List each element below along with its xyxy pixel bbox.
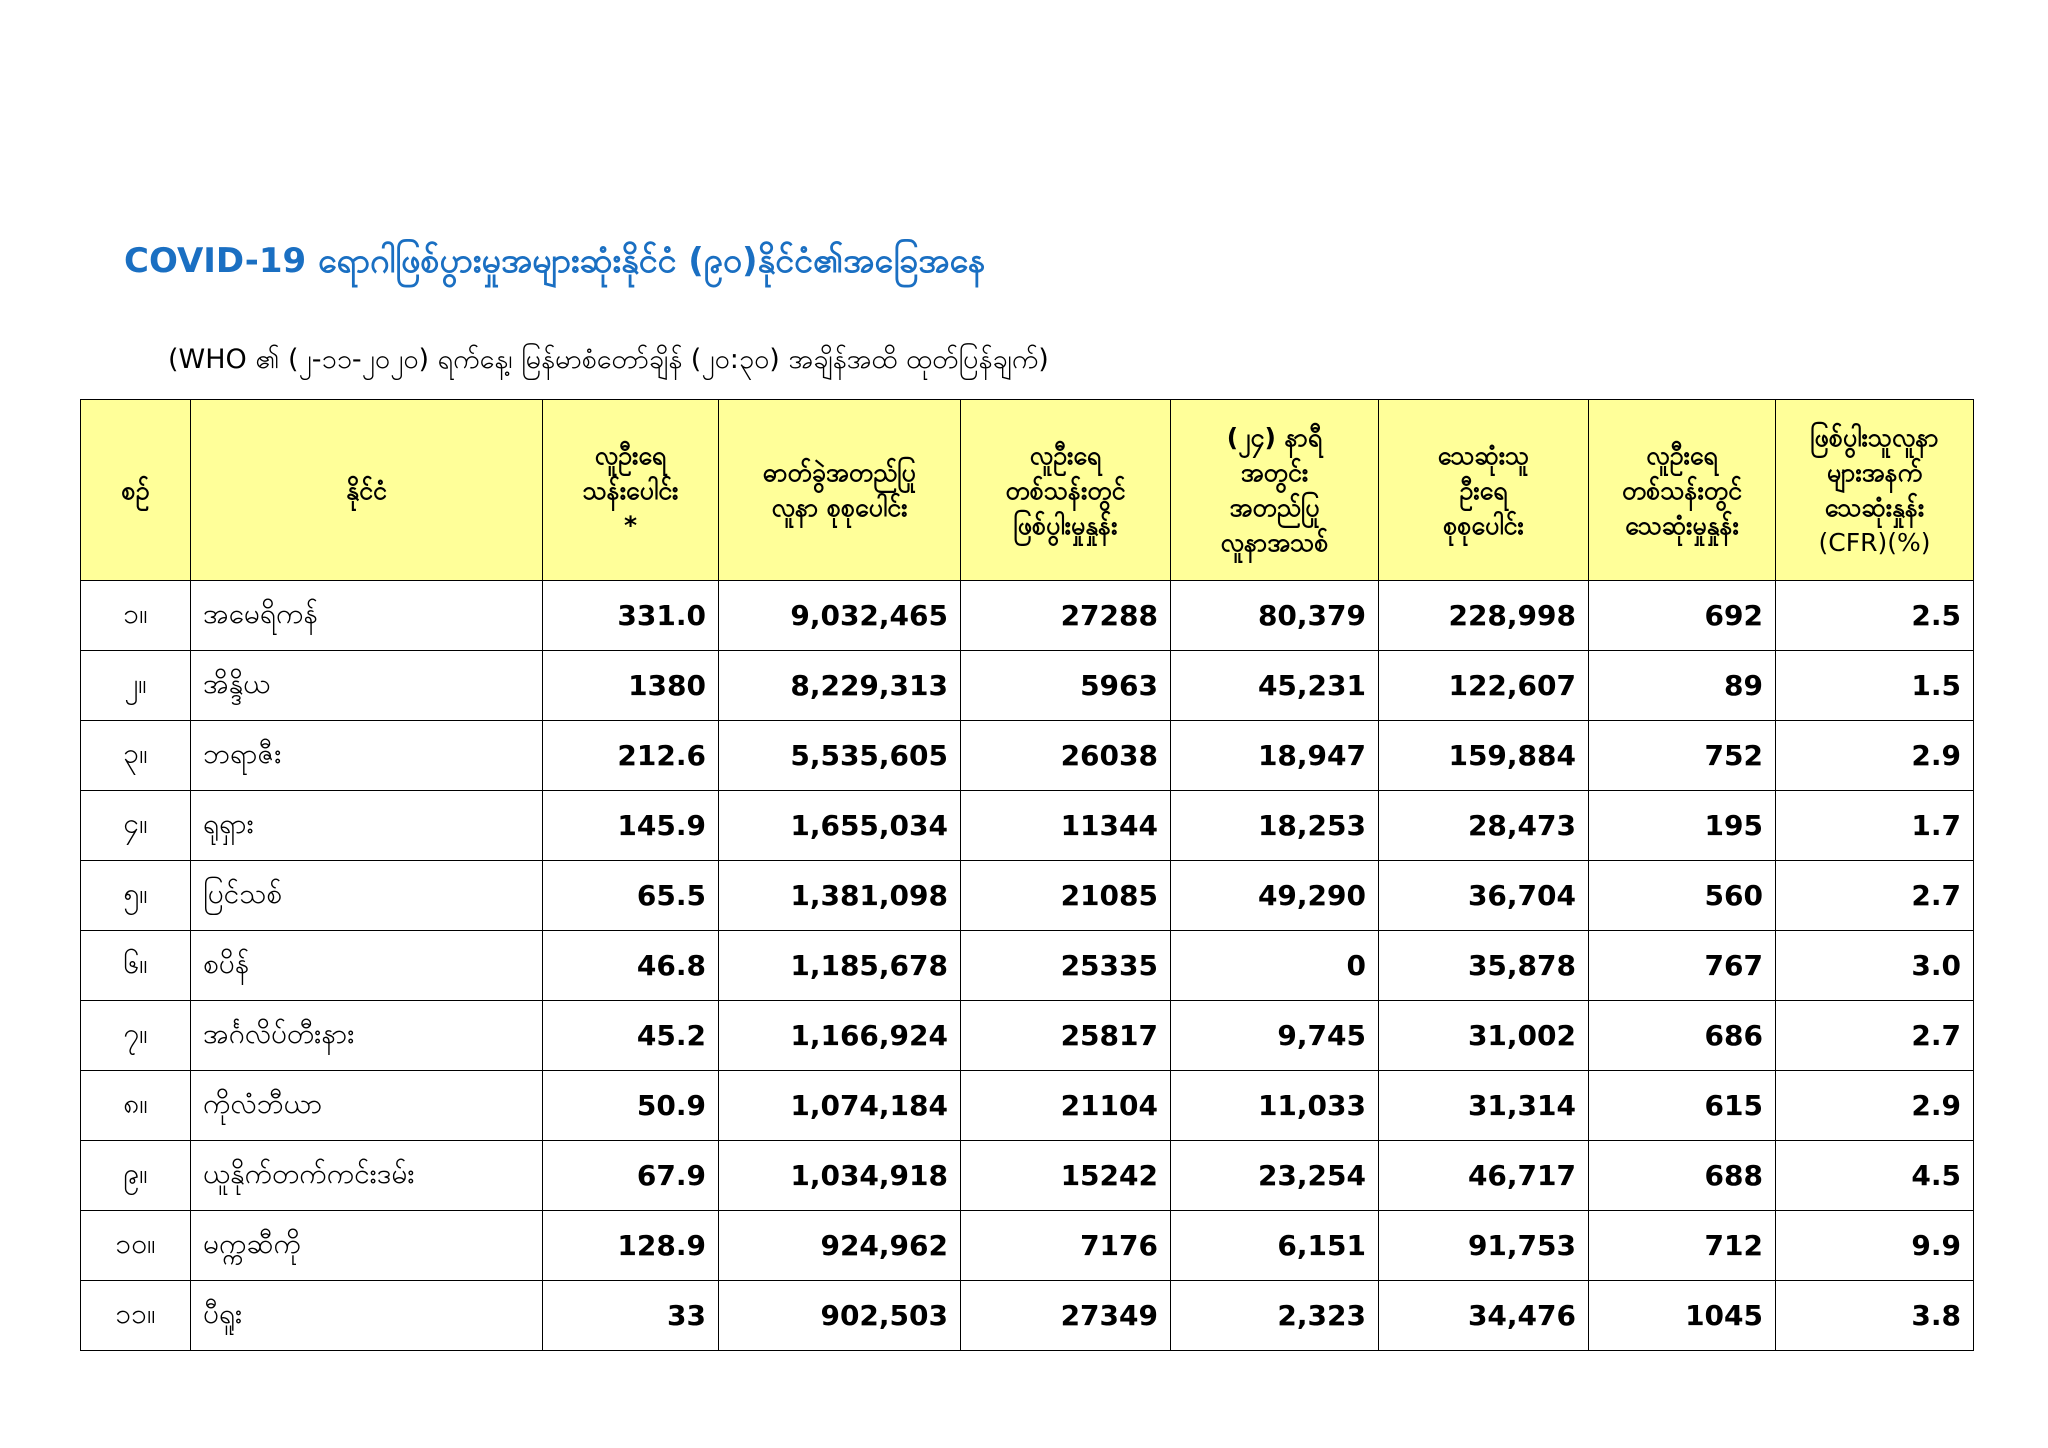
cell-population: 212.6 bbox=[543, 721, 719, 791]
cell-new-cases-24h: 0 bbox=[1171, 931, 1379, 1001]
cell-total-cases: 924,962 bbox=[719, 1211, 961, 1281]
cell-no: ၆။ bbox=[81, 931, 191, 1001]
cell-country: ပြင်သစ် bbox=[191, 861, 543, 931]
cell-total-deaths: 31,314 bbox=[1379, 1071, 1589, 1141]
cell-no: ၁၀။ bbox=[81, 1211, 191, 1281]
table-row bbox=[81, 1001, 1974, 1071]
header-country: နိုင်ငံ bbox=[191, 400, 543, 581]
header-cfr: ဖြစ်ပွါးသူလူနာ များအနက် သေဆုံးနှုန်း (CFR)(%) bbox=[1776, 400, 1974, 581]
cell-cfr: 2.5 bbox=[1776, 581, 1974, 651]
cell-new-cases-24h: 9,745 bbox=[1171, 1001, 1379, 1071]
cell-total-cases: 9,032,465 bbox=[719, 581, 961, 651]
table-row bbox=[81, 1141, 1974, 1211]
page-subtitle: (WHO ၏ (၂-၁၁-၂၀၂၀) ရက်နေ့၊ မြန်မာစံတော်ချိန် (၂၀:၃၀) အချိန်အထိ ထုတ်ပြန်ချက်) bbox=[168, 344, 1049, 375]
cell-total-cases: 1,034,918 bbox=[719, 1141, 961, 1211]
cell-new-cases-24h: 49,290 bbox=[1171, 861, 1379, 931]
cell-total-deaths: 122,607 bbox=[1379, 651, 1589, 721]
cell-new-cases-24h: 18,947 bbox=[1171, 721, 1379, 791]
cell-no: ၉။ bbox=[81, 1141, 191, 1211]
cell-country: မက္ကဆီကို bbox=[191, 1211, 543, 1281]
cell-deaths-per-million: 686 bbox=[1589, 1001, 1776, 1071]
cell-deaths-per-million: 767 bbox=[1589, 931, 1776, 1001]
cell-population: 1380 bbox=[543, 651, 719, 721]
covid-stats-table bbox=[80, 399, 1974, 1351]
header-new-cases-24h: (၂၄) နာရီ အတွင်း အတည်ပြု လူနာအသစ် bbox=[1171, 400, 1379, 581]
table-row bbox=[81, 931, 1974, 1001]
cell-cases-per-million: 25817 bbox=[961, 1001, 1171, 1071]
cell-population: 128.9 bbox=[543, 1211, 719, 1281]
cell-no: ၇။ bbox=[81, 1001, 191, 1071]
cell-cases-per-million: 15242 bbox=[961, 1141, 1171, 1211]
cell-total-cases: 5,535,605 bbox=[719, 721, 961, 791]
cell-cfr: 2.7 bbox=[1776, 861, 1974, 931]
table-row bbox=[81, 861, 1974, 931]
cell-total-deaths: 31,002 bbox=[1379, 1001, 1589, 1071]
table-row bbox=[81, 1281, 1974, 1351]
cell-new-cases-24h: 11,033 bbox=[1171, 1071, 1379, 1141]
page-title: COVID-19 ရောဂါဖြစ်ပွားမှုအများဆုံးနိုင်ငံ (၉၀)နိုင်ငံ၏အခြေအနေ bbox=[124, 241, 986, 281]
cell-new-cases-24h: 6,151 bbox=[1171, 1211, 1379, 1281]
cell-deaths-per-million: 752 bbox=[1589, 721, 1776, 791]
cell-total-cases: 8,229,313 bbox=[719, 651, 961, 721]
header-no: စဉ် bbox=[81, 400, 191, 581]
cell-population: 50.9 bbox=[543, 1071, 719, 1141]
cell-total-deaths: 159,884 bbox=[1379, 721, 1589, 791]
cell-country: အိန္ဒိယ bbox=[191, 651, 543, 721]
cell-no: ၄။ bbox=[81, 791, 191, 861]
cell-country: အင်္ဂလိပ်တီးနား bbox=[191, 1001, 543, 1071]
cell-deaths-per-million: 712 bbox=[1589, 1211, 1776, 1281]
cell-new-cases-24h: 18,253 bbox=[1171, 791, 1379, 861]
cell-no: ၅။ bbox=[81, 861, 191, 931]
cell-deaths-per-million: 615 bbox=[1589, 1071, 1776, 1141]
cell-total-cases: 1,074,184 bbox=[719, 1071, 961, 1141]
cell-total-deaths: 35,878 bbox=[1379, 931, 1589, 1001]
table-header-row bbox=[81, 400, 1974, 581]
cell-new-cases-24h: 23,254 bbox=[1171, 1141, 1379, 1211]
table-row bbox=[81, 1211, 1974, 1281]
cell-cases-per-million: 27288 bbox=[961, 581, 1171, 651]
cell-cfr: 2.7 bbox=[1776, 1001, 1974, 1071]
cell-population: 45.2 bbox=[543, 1001, 719, 1071]
cell-total-cases: 1,381,098 bbox=[719, 861, 961, 931]
table-row bbox=[81, 651, 1974, 721]
cell-cases-per-million: 11344 bbox=[961, 791, 1171, 861]
cell-total-deaths: 34,476 bbox=[1379, 1281, 1589, 1351]
cell-deaths-per-million: 692 bbox=[1589, 581, 1776, 651]
cell-cfr: 3.8 bbox=[1776, 1281, 1974, 1351]
cell-cfr: 4.5 bbox=[1776, 1141, 1974, 1211]
cell-cfr: 2.9 bbox=[1776, 1071, 1974, 1141]
cell-cfr: 9.9 bbox=[1776, 1211, 1974, 1281]
header-population: လူဦးရေ သန်းပေါင်း * bbox=[543, 400, 719, 581]
cell-no: ၁။ bbox=[81, 581, 191, 651]
cell-total-cases: 1,166,924 bbox=[719, 1001, 961, 1071]
cell-new-cases-24h: 80,379 bbox=[1171, 581, 1379, 651]
cell-total-cases: 1,655,034 bbox=[719, 791, 961, 861]
cell-country: အမေရိကန် bbox=[191, 581, 543, 651]
cell-no: ၁၁။ bbox=[81, 1281, 191, 1351]
table-row bbox=[81, 791, 1974, 861]
cell-deaths-per-million: 688 bbox=[1589, 1141, 1776, 1211]
cell-no: ၃။ bbox=[81, 721, 191, 791]
cell-cases-per-million: 5963 bbox=[961, 651, 1171, 721]
header-cases-per-million: လူဦးရေ တစ်သန်းတွင် ဖြစ်ပွါးမှုနှုန်း bbox=[961, 400, 1171, 581]
table-row bbox=[81, 1071, 1974, 1141]
cell-population: 65.5 bbox=[543, 861, 719, 931]
cell-cfr: 1.5 bbox=[1776, 651, 1974, 721]
cell-cases-per-million: 27349 bbox=[961, 1281, 1171, 1351]
table-row bbox=[81, 581, 1974, 651]
cell-deaths-per-million: 1045 bbox=[1589, 1281, 1776, 1351]
cell-no: ၂။ bbox=[81, 651, 191, 721]
table-body bbox=[81, 581, 1974, 1351]
cell-cases-per-million: 26038 bbox=[961, 721, 1171, 791]
cell-country: ပီရူး bbox=[191, 1281, 543, 1351]
cell-total-cases: 1,185,678 bbox=[719, 931, 961, 1001]
cell-cfr: 2.9 bbox=[1776, 721, 1974, 791]
cell-new-cases-24h: 45,231 bbox=[1171, 651, 1379, 721]
cell-deaths-per-million: 89 bbox=[1589, 651, 1776, 721]
cell-cfr: 1.7 bbox=[1776, 791, 1974, 861]
cell-cfr: 3.0 bbox=[1776, 931, 1974, 1001]
cell-total-deaths: 91,753 bbox=[1379, 1211, 1589, 1281]
cell-cases-per-million: 21085 bbox=[961, 861, 1171, 931]
cell-deaths-per-million: 560 bbox=[1589, 861, 1776, 931]
cell-total-deaths: 46,717 bbox=[1379, 1141, 1589, 1211]
cell-country: ကိုလံဘီယာ bbox=[191, 1071, 543, 1141]
cell-cases-per-million: 25335 bbox=[961, 931, 1171, 1001]
cell-cases-per-million: 21104 bbox=[961, 1071, 1171, 1141]
cell-country: ရုရှား bbox=[191, 791, 543, 861]
header-total-deaths: သေဆုံးသူ ဦးရေ စုစုပေါင်း bbox=[1379, 400, 1589, 581]
header-total-cases: ဓာတ်ခွဲအတည်ပြု လူနာ စုစုပေါင်း bbox=[719, 400, 961, 581]
cell-country: ယူနိုက်တက်ကင်းဒမ်း bbox=[191, 1141, 543, 1211]
cell-deaths-per-million: 195 bbox=[1589, 791, 1776, 861]
cell-total-cases: 902,503 bbox=[719, 1281, 961, 1351]
cell-population: 67.9 bbox=[543, 1141, 719, 1211]
cell-population: 331.0 bbox=[543, 581, 719, 651]
header-deaths-per-million: လူဦးရေ တစ်သန်းတွင် သေဆုံးမှုနှုန်း bbox=[1589, 400, 1776, 581]
cell-country: စပိန် bbox=[191, 931, 543, 1001]
cell-total-deaths: 228,998 bbox=[1379, 581, 1589, 651]
cell-cases-per-million: 7176 bbox=[961, 1211, 1171, 1281]
cell-total-deaths: 36,704 bbox=[1379, 861, 1589, 931]
cell-population: 33 bbox=[543, 1281, 719, 1351]
cell-no: ၈။ bbox=[81, 1071, 191, 1141]
cell-country: ဘရာဇီး bbox=[191, 721, 543, 791]
cell-total-deaths: 28,473 bbox=[1379, 791, 1589, 861]
table-row bbox=[81, 721, 1974, 791]
cell-new-cases-24h: 2,323 bbox=[1171, 1281, 1379, 1351]
cell-population: 145.9 bbox=[543, 791, 719, 861]
cell-population: 46.8 bbox=[543, 931, 719, 1001]
